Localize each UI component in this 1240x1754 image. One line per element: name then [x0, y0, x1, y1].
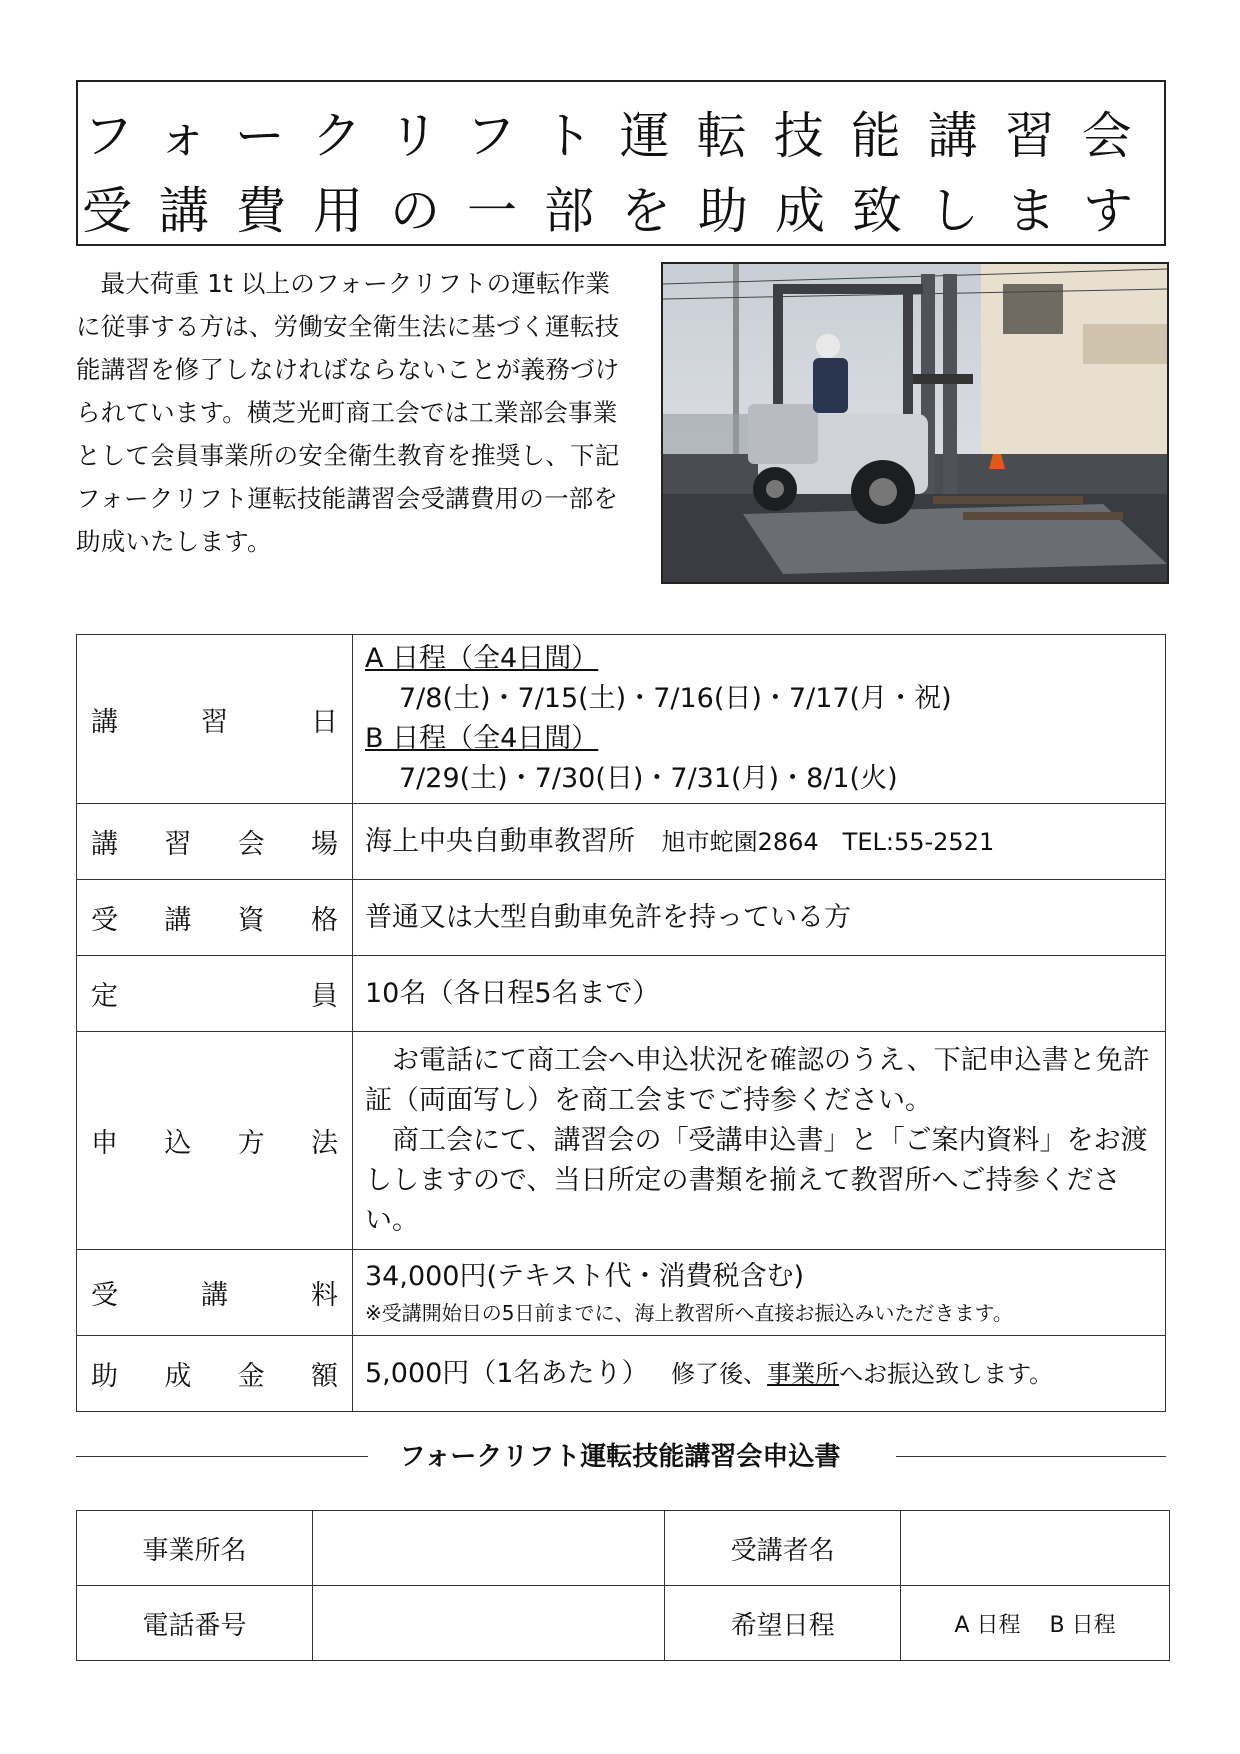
- phone-label: 電話番号: [77, 1586, 313, 1661]
- subsidy-amount: 5,000円（1名あたり）: [365, 1357, 649, 1389]
- dates-value: [353, 635, 1166, 804]
- subsidy-label: 助 成 金 額: [77, 1336, 353, 1412]
- title-box: [76, 80, 1166, 246]
- venue-value: [353, 804, 1166, 880]
- schedule-b-dates: 7/29(土)・7/30(日)・7/31(月)・8/1(火): [399, 763, 898, 794]
- schedule-a-dates: 7/8(土)・7/15(土)・7/16(日)・7/17(月・祝): [399, 683, 952, 714]
- method-paragraph-1: お電話にて商工会へ申込状況を確認のうえ、下記申込書と免許証（両面写し）を商工会までご持参ください。: [365, 1044, 1150, 1116]
- business-name-label: 事業所名: [77, 1511, 313, 1586]
- schedule-a-title: A 日程（全4日間）: [365, 643, 599, 674]
- form-row-2: [77, 1586, 1170, 1661]
- forklift-photo: [661, 262, 1169, 584]
- subsidy-value: [353, 1336, 1166, 1412]
- title-line-2: 受講費用の一部を助成致します: [82, 182, 1160, 240]
- venue-label: 講 習 会 場: [77, 804, 353, 880]
- attendee-name-field[interactable]: [901, 1511, 1170, 1586]
- business-name-field[interactable]: [312, 1511, 664, 1586]
- capacity-value: 10名（各日程5名まで）: [353, 956, 1166, 1032]
- form-row-1: [77, 1511, 1170, 1586]
- row-subsidy: [77, 1336, 1166, 1412]
- title-line-1: フォークリフト運転技能講習会: [83, 107, 1159, 165]
- method-label: 申 込 方 法: [77, 1032, 353, 1250]
- schedule-label: 希望日程: [665, 1586, 901, 1661]
- intro-paragraph: 最大荷重 1t 以上のフォークリフトの運転作業に従事する方は、労働安全衛生法に基づく運転技能講習を修了しなければならないことが義務づけられています。横芝光町商工会では工業部会事業として会員事業所の安全衛生教育を推奨し、下記フォークリフト運転技能講習会受講費用の一部を助成いたします。: [76, 269, 620, 556]
- schedule-b-title: B 日程（全4日間）: [365, 723, 599, 754]
- row-capacity: [77, 956, 1166, 1032]
- venue-address: 旭市蛇園2864 TEL:55-2521: [661, 827, 995, 856]
- row-venue: [77, 804, 1166, 880]
- intro-text: [76, 262, 634, 563]
- schedule-options[interactable]: A 日程 B 日程: [901, 1586, 1170, 1661]
- fee-label: 受 講 料: [77, 1250, 353, 1336]
- qualification-value: 普通又は大型自動車免許を持っている方: [353, 880, 1166, 956]
- method-paragraph-2: 商工会にて、講習会の「受講申込書」と「ご案内資料」をお渡ししますので、当日所定の書類を揃えて教習所へご持参ください。: [365, 1124, 1148, 1236]
- divider-left: [76, 1456, 368, 1457]
- row-fee: [77, 1250, 1166, 1336]
- attendee-name-label: 受講者名: [665, 1511, 901, 1586]
- fee-value: [353, 1250, 1166, 1336]
- subsidy-note: 修了後、事業所へお振込致します。: [671, 1359, 1054, 1388]
- row-dates: [77, 635, 1166, 804]
- dates-label: 講 習 日: [77, 635, 353, 804]
- fee-amount: 34,000円(テキスト代・消費税含む): [365, 1260, 805, 1292]
- row-method: [77, 1032, 1166, 1250]
- fee-note: ※受講開始日の5日前までに、海上教習所へ直接お振込みいただきます。: [365, 1300, 1013, 1325]
- method-value: [353, 1032, 1166, 1250]
- application-form: [76, 1510, 1170, 1661]
- divider-right: [896, 1456, 1166, 1457]
- venue-name: 海上中央自動車教習所: [365, 825, 635, 857]
- phone-field[interactable]: [312, 1586, 664, 1661]
- row-qualification: [77, 880, 1166, 956]
- info-table: [76, 634, 1166, 1412]
- qualification-label: 受 講 資 格: [77, 880, 353, 956]
- form-title: フォークリフト運転技能講習会申込書: [399, 1442, 841, 1472]
- capacity-label: 定 員: [77, 956, 353, 1032]
